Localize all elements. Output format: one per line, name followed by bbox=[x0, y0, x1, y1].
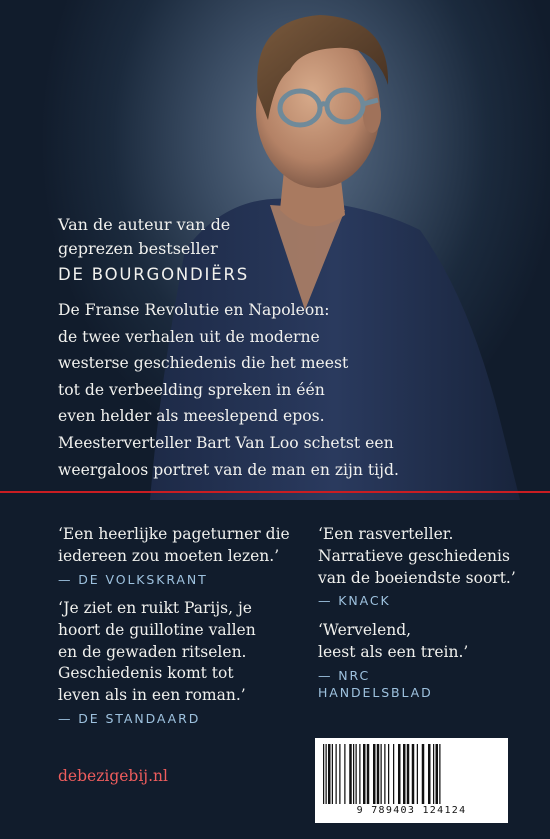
barcode-bar bbox=[367, 744, 370, 804]
review-source: — DE VOLKSKRANT bbox=[58, 571, 208, 587]
barcode-bar bbox=[377, 744, 380, 804]
review-quote-line: iedereen zou moeten lezen.’ bbox=[58, 546, 280, 565]
barcode-bar bbox=[353, 744, 354, 804]
publisher-website[interactable]: debezigebij.nl bbox=[58, 767, 168, 785]
barcode-bar bbox=[332, 744, 333, 804]
review-source: — NRC bbox=[318, 667, 371, 683]
review-quote-line: hoort de guillotine vallen bbox=[58, 620, 256, 639]
blurb-line: De Franse Revolutie en Napoleon: bbox=[58, 301, 330, 319]
review-quote-line: ‘Een rasverteller. bbox=[318, 525, 454, 543]
review-volkskrant bbox=[58, 524, 290, 588]
barcode-bar bbox=[417, 744, 418, 804]
barcode-bar bbox=[359, 744, 360, 804]
barcode-bar bbox=[412, 744, 415, 804]
barcode-bar bbox=[339, 744, 340, 804]
barcode-bar bbox=[326, 744, 327, 804]
blurb-line: de twee verhalen uit de moderne bbox=[58, 327, 320, 346]
blurb-line: weergaloos portret van de man en zijn tijd. bbox=[58, 460, 399, 479]
intro-block bbox=[58, 213, 249, 287]
barcode-bar bbox=[393, 744, 394, 804]
review-quote-line: en de gewaden ritselen. bbox=[58, 642, 247, 661]
barcode-bar bbox=[328, 744, 331, 804]
blurb-line: Meesterverteller Bart Van Loo schetst een bbox=[58, 433, 394, 452]
barcode-bar bbox=[336, 744, 337, 804]
review-quote-line: leven als in een roman.’ bbox=[58, 686, 246, 705]
review-knack bbox=[318, 524, 516, 609]
barcode-bars bbox=[321, 744, 502, 804]
barcode-bar bbox=[428, 744, 431, 804]
barcode-bar bbox=[363, 744, 366, 804]
barcode-bar bbox=[356, 744, 357, 804]
review-quote-line: ‘Je ziet en ruikt Parijs, je bbox=[58, 599, 252, 617]
barcode-bar bbox=[433, 744, 434, 804]
blurb-line: tot de verbeelding spreken in één bbox=[58, 380, 325, 399]
intro-line: Van de auteur van de bbox=[58, 215, 231, 234]
barcode-bar bbox=[439, 744, 440, 804]
bestseller-title: DE BOURGONDIËRS bbox=[58, 265, 249, 284]
review-quote-line: van de boeiendste soort.’ bbox=[318, 568, 516, 587]
review-quote-line: ‘Wervelend, bbox=[318, 621, 412, 639]
barcode-bar bbox=[349, 744, 352, 804]
barcode-bar bbox=[388, 744, 389, 804]
blurb-line: westerse geschiedenis die het meest bbox=[58, 354, 349, 373]
barcode-bar bbox=[422, 744, 425, 804]
review-source: — DE STANDAARD bbox=[58, 710, 201, 726]
barcode-bar bbox=[344, 744, 345, 804]
barcode-bar bbox=[407, 744, 410, 804]
isbn-barcode bbox=[315, 738, 508, 823]
barcode-bar bbox=[384, 744, 385, 804]
review-source: HANDELSBLAD bbox=[318, 684, 433, 700]
review-quote-line: Geschiedenis komt tot bbox=[58, 664, 234, 683]
barcode-bar bbox=[403, 744, 406, 804]
review-standaard bbox=[58, 598, 256, 727]
isbn-number: 9 789403 124124 bbox=[356, 805, 467, 816]
barcode-bar bbox=[373, 744, 376, 804]
barcode-bar bbox=[381, 744, 382, 804]
review-quote-line: leest als een trein.’ bbox=[318, 642, 469, 661]
red-divider bbox=[0, 491, 550, 493]
review-quote-line: Narratieve geschiedenis bbox=[318, 546, 510, 565]
barcode-bar bbox=[323, 744, 324, 804]
intro-line: geprezen bestseller bbox=[58, 239, 218, 258]
review-nrc bbox=[318, 620, 468, 701]
review-quote-line: ‘Een heerlijke pageturner die bbox=[58, 525, 290, 543]
book-blurb bbox=[58, 297, 399, 483]
barcode-bar bbox=[398, 744, 401, 804]
blurb-line: even helder als meeslepend epos. bbox=[58, 407, 325, 426]
review-source: — KNACK bbox=[318, 593, 391, 609]
barcode-bar bbox=[436, 744, 439, 804]
